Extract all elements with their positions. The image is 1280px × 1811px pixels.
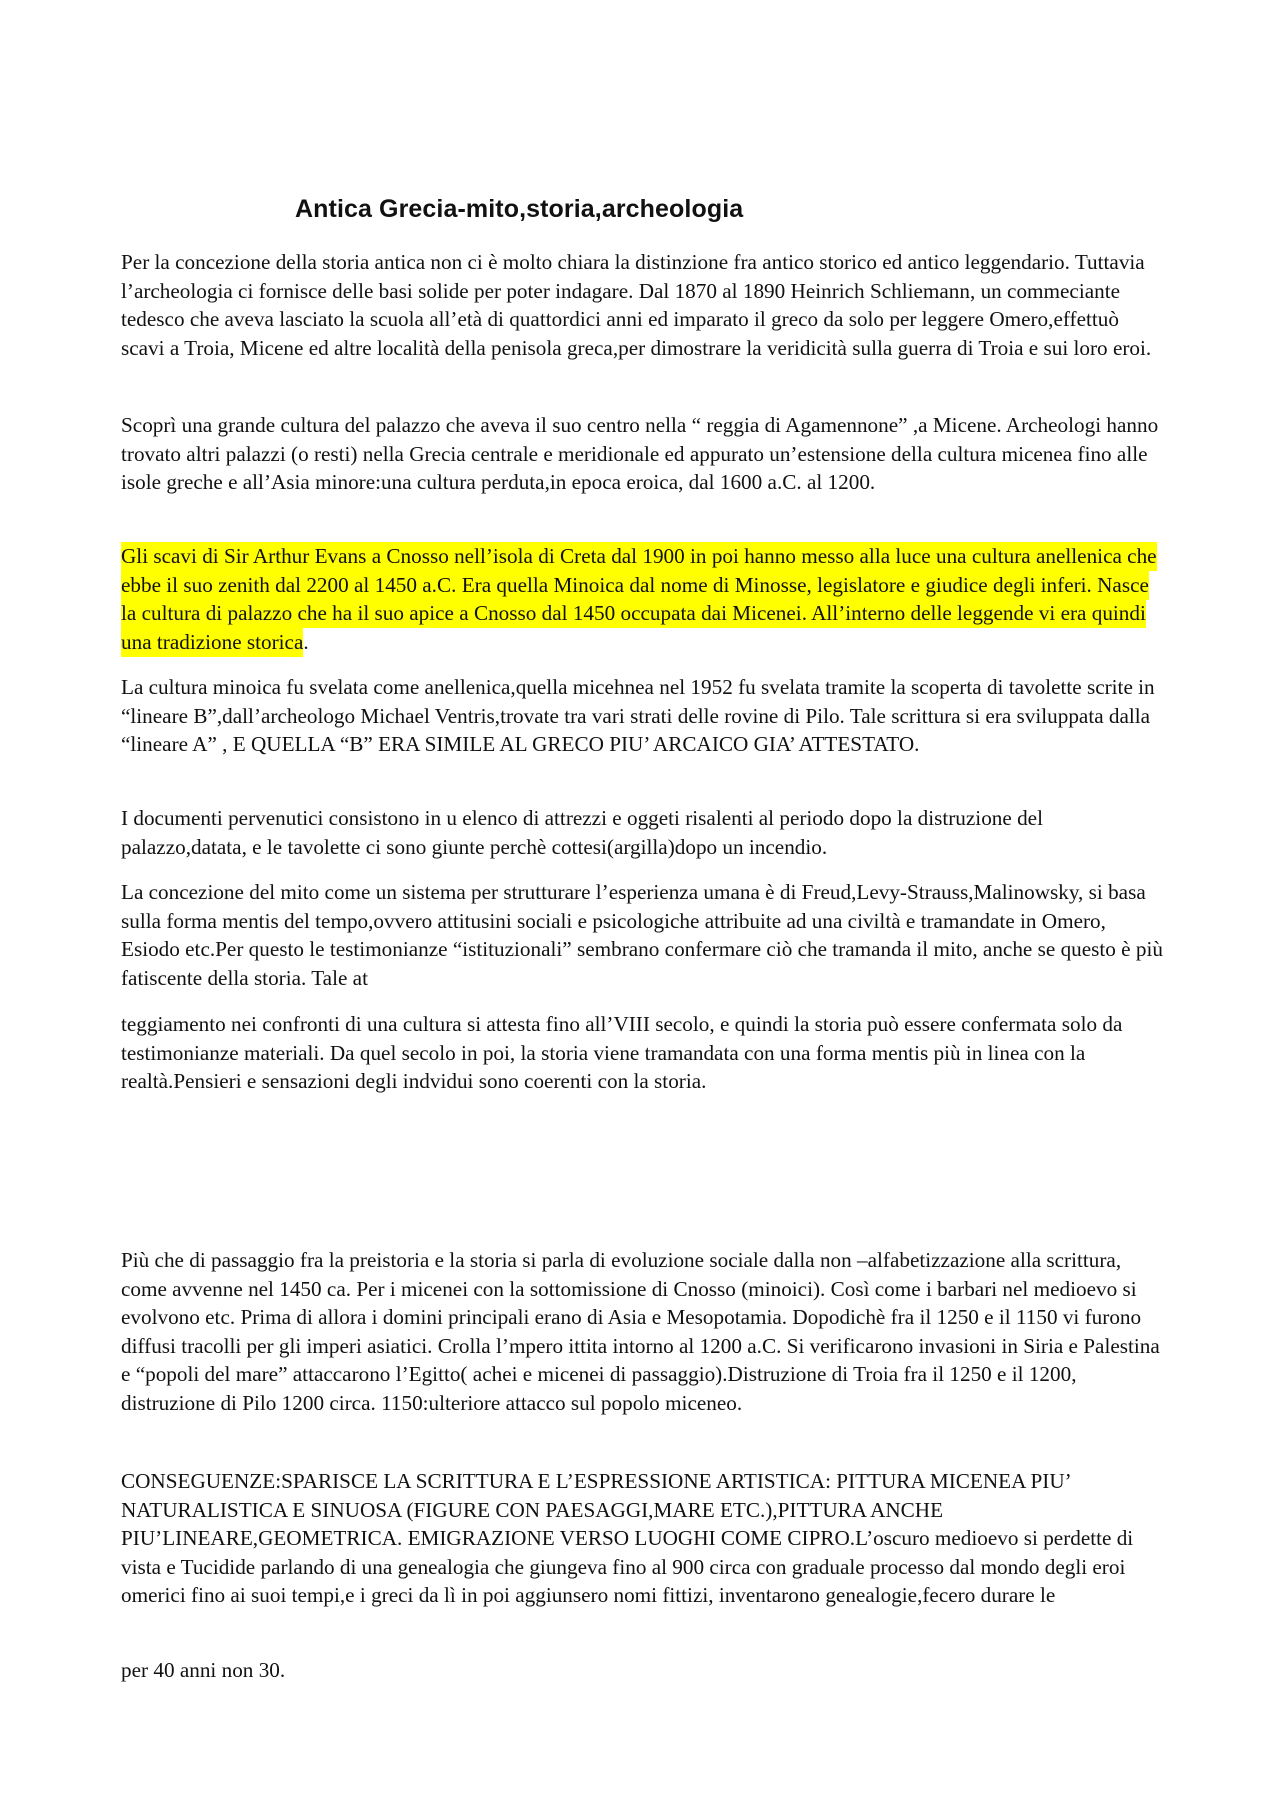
highlighted-text: Gli scavi di Sir Arthur Evans a Cnosso nell’isola di Creta dal 1900 in poi hanno messo alla luce una cultura anellenica che ebbe il suo zenith dal 2200 al 1450 a.C. Era quella Minoica dal nome di Minosse, legislatore e giudice degli inferi. Nasce la cultura di palazzo che ha il suo apice a Cnosso dal 1450 occupata dai Micenei. All’interno delle leggende vi era quindi una tradizione storica [121, 542, 1157, 657]
paragraph-text: Più che di passaggio fra la preistoria e la storia si parla di evoluzione sociale dalla non –alfabetizzazione alla scrittura, come avvenne nel 1450 ca. Per i micenei con la sottomissione di Cnosso (minoici). Così come i barbari nel medioevo si evolvono etc. Prima di allora i domini principali erano di Asia e Mesopotamia. Dopodichè fra il 1250 e il 1150 vi furono diffusi tracolli per gli imperi asiatici. Crolla l’mpero ittita intorno al 1200 a.C. Si verificarono invasioni in Siria e Palestina e “popoli del mare” attaccarono l’Egitto( achei e micenei di passaggio).Distruzione di Troia fra il 1250 e il 1200, distruzione di Pilo 1200 circa. 1150:ulteriore attacco sul popolo miceneo. [121, 1248, 1160, 1415]
paragraph-schliemann [121, 248, 1166, 362]
paragraph-micene [121, 411, 1166, 497]
paragraph-text: I documenti pervenutici consistono in u elenco di attrezzi e oggeti risalenti al periodo dopo la distruzione del palazzo,datata, e le tavolette ci sono giunte perchè cottesi(argilla)dopo un incendio. [121, 806, 1043, 859]
paragraph-lineare-b [121, 673, 1166, 759]
paragraph-text: La cultura minoica fu svelata come anellenica,quella micehnea nel 1952 fu svelata tramite la scoperta di tavolette scrite in “lineare B”,dall’archeologo Michael Ventris,trovate tra vari strati delle rovine di Pilo. Tale scrittura si era sviluppata dalla “lineare A” , E QUELLA “B” ERA SIMILE AL GRECO PIU’ ARCAICO GIA’ ATTESTATO. [121, 675, 1155, 757]
paragraph-text: teggiamento nei confronti di una cultura si attesta fino all’VIII secolo, e quindi la storia può essere confermata solo da testimonianze materiali. Da quel secolo in poi, la storia viene tramandata con una forma mentis più in linea con la realtà.Pensieri e sensazioni degli indvidui sono coerenti con la storia. [121, 1012, 1123, 1094]
paragraph-conseguenze [121, 1467, 1166, 1610]
paragraph-end-period: . [303, 629, 309, 654]
paragraph-text: Per la concezione della storia antica non ci è molto chiara la distinzione fra antico storico ed antico leggendario. Tuttavia l’archeologia ci fornisce delle basi solide per poter indagare. Dal 1870 al 1890 Heinrich Schliemann, un commeciante tedesco che aveva lasciato la scuola all’età di quattordici anni ed imparato il greco da solo per leggere Omero,effettuò scavi a Troia, Micene ed altre località della penisola greca,per dimostrare la veridicità sulla guerra di Troia e sui loro eroi. [121, 250, 1152, 360]
paragraph-evoluzione [121, 1246, 1166, 1418]
paragraph-text: CONSEGUENZE:SPARISCE LA SCRITTURA E L’ESPRESSIONE ARTISTICA: PITTURA MICENEA PIU’ NATURALISTICA E SINUOSA (FIGURE CON PAESAGGI,MARE ETC.),PITTURA ANCHE PIU’LINEARE,GEOMETRICA. EMIGRAZIONE VERSO LUOGHI COME CIPRO.L’oscuro medioevo si perdette di vista e Tucidide parlando di una genealogia che giungeva fino al 900 circa con graduale processo dal mondo degli eroi omerici fino ai suoi tempi,e i greci da lì in poi aggiunsero nomi fittizi, inventarono genealogie,fecero durare le [121, 1469, 1134, 1608]
paragraph-mito [121, 878, 1166, 992]
paragraph-atteggiamento [121, 1010, 1166, 1096]
paragraph-text: Scoprì una grande cultura del palazzo che aveva il suo centro nella “ reggia di Agamennone” ,a Micene. Archeologi hanno trovato altri palazzi (o resti) nella Grecia centrale e meridionale ed appurato un’estensione della cultura micenea fino alle isole greche e all’Asia minore:una cultura perduta,in epoca eroica, dal 1600 a.C. al 1200. [121, 413, 1159, 495]
paragraph-text: La concezione del mito come un sistema per strutturare l’esperienza umana è di Freud,Levy-Strauss,Malinowsky, si basa sulla forma mentis del tempo,ovvero attitusini sociali e psicologiche attribuite ad una civiltà e tramandate in Omero, Esiodo etc.Per questo le testimonianze “istituzionali” sembrano confermare ciò che tramanda il mito, anche se questo è più fatiscente della storia. Tale at [121, 880, 1163, 990]
paragraph-documenti [121, 804, 1166, 861]
document-title: Antica Grecia-mito,storia,archeologia [295, 195, 744, 223]
paragraph-final [121, 1656, 1166, 1685]
paragraph-text: per 40 anni non 30. [121, 1658, 286, 1682]
paragraph-evans-highlighted [121, 542, 1166, 656]
